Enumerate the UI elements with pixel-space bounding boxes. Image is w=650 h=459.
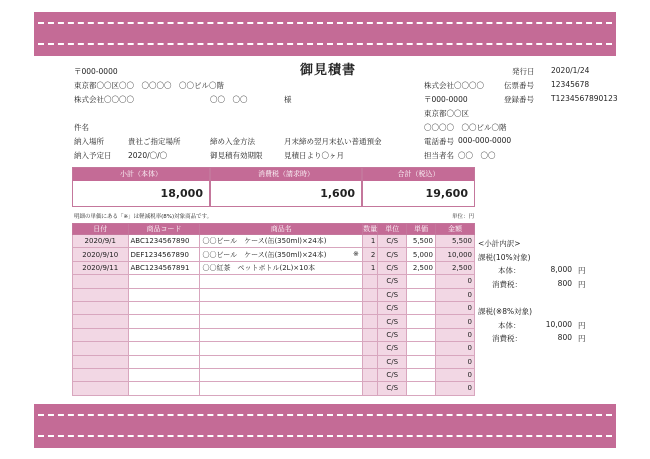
reduced-tax-mark: ※ [353,249,359,258]
cell-date [73,355,129,368]
cell-date [73,315,129,328]
cell-date: 2020/9/11 [73,261,129,274]
recipient-company: 株式会社〇〇〇〇 [74,95,134,104]
cell-code [128,301,200,314]
cell-amount: 0 [435,355,474,368]
table-row [73,382,475,395]
column-header-code: 商品コード [128,224,200,235]
column-header-qty: 数量 [363,225,378,233]
cell-date [73,328,129,341]
cell-unit: C/S [378,235,407,248]
breakdown-heading: <小計内訳> [478,239,521,248]
tax-value: 1,600 [320,187,355,200]
table-row [73,355,475,368]
cell-code: ABC1234567891 [128,261,200,274]
cell-name [200,315,362,328]
breakdown-8-tax: 800 [557,333,572,342]
issue-date: 2020/1/24 [551,66,590,75]
breakdown-8-tax-unit: 円 [578,334,586,343]
table-row [73,368,475,381]
cell-qty [362,301,377,314]
cell-date: 2020/9/1 [73,235,129,248]
cell-code [128,275,200,288]
cell-code: ABC1234567890 [128,235,200,248]
cell-name [200,368,362,381]
unit-note: 単位：円 [452,214,475,220]
column-header-amount: 金額 [435,224,474,235]
top-ribbon [34,12,616,56]
total-box [362,167,475,207]
cell-price [407,288,436,301]
cell-amount: 0 [435,368,474,381]
subtotal-value: 18,000 [160,187,203,200]
delivery-date: 2020/〇/〇 [128,151,168,160]
detail-table [72,223,475,396]
tax-label: 消費税（請求時） [211,168,361,181]
table-row [73,288,475,301]
cell-price [407,382,436,395]
cell-amount: 10,000 [435,248,474,261]
cell-date [73,382,129,395]
cell-amount: 0 [435,288,474,301]
cell-name [200,261,362,274]
staff-name: 〇〇 〇〇 [458,151,496,160]
issuer-address-2: 〇〇〇〇 〇〇ビル〇階 [424,123,507,132]
breakdown-10-tax-label: 消費税： [492,280,522,289]
issuer-address-1: 東京都〇〇区 [424,109,469,118]
cell-qty [362,355,377,368]
table-row [73,315,475,328]
cell-unit: C/S [378,275,407,288]
cell-qty [362,275,377,288]
total-value: 19,600 [425,187,468,200]
table-row [73,248,475,261]
tax-box [210,167,362,207]
payment-method-label: 締め入金方法 [210,137,255,146]
issue-date-label: 発行日 [512,67,535,76]
table-row [73,301,475,314]
cell-code [128,368,200,381]
delivery-place: 貴社ご指定場所 [128,137,181,146]
staff-label: 担当者名 [424,151,454,160]
cell-price [407,368,436,381]
cell-qty [362,368,377,381]
recipient-address: 東京都〇〇区〇〇 〇〇〇〇 〇〇ビル〇階 [74,81,224,90]
breakdown-8-base-unit: 円 [578,321,586,330]
cell-code [128,342,200,355]
column-header-unit: 単位 [378,224,407,235]
cell-price: 5,000 [407,248,436,261]
cell-qty: 1 [362,235,377,248]
subtotal-box [72,167,210,207]
reduced-tax-note: 明細の単価にある「※」は軽減税率(8%)対象商品です。 [74,214,213,220]
cell-amount: 5,500 [435,235,474,248]
issuer-company: 株式会社〇〇〇〇 [424,81,484,90]
phone-label: 電話番号 [424,137,454,146]
delivery-date-label: 納入予定日 [74,151,112,160]
breakdown-10-tax: 800 [557,279,572,288]
cell-date [73,275,129,288]
phone-number: 000-000-0000 [458,136,512,145]
cell-code [128,315,200,328]
cell-qty [362,288,377,301]
cell-price [407,275,436,288]
breakdown-8-tax-label: 消費税： [492,334,522,343]
cell-unit: C/S [378,328,407,341]
cell-unit: C/S [378,355,407,368]
cell-amount: 0 [435,301,474,314]
cell-unit: C/S [378,301,407,314]
registration-number-label: 登録番号 [504,95,534,104]
breakdown-10-base-label: 本体： [498,266,521,275]
cell-name [200,288,362,301]
issuer-postal: 〒000-0000 [424,95,468,104]
recipient-honorific: 様 [284,95,292,104]
cell-qty [362,382,377,395]
cell-qty [362,342,377,355]
cell-price [407,301,436,314]
cell-date [73,288,129,301]
slip-number: 12345678 [551,80,590,89]
cell-name [200,235,362,248]
breakdown-10-base-unit: 円 [578,266,586,275]
payment-method: 月末締め翌月末払い普通預金 [284,137,382,146]
table-row [73,261,475,274]
cell-qty [362,315,377,328]
cell-name [200,328,362,341]
cell-unit: C/S [378,368,407,381]
table-row [73,275,475,288]
cell-unit: C/S [378,248,407,261]
breakdown-8-base-label: 本体： [498,321,521,330]
cell-code: DEF1234567890 [128,248,200,261]
cell-price [407,328,436,341]
cell-amount: 0 [435,328,474,341]
table-row [73,328,475,341]
breakdown-10-tax-unit: 円 [578,280,586,289]
recipient-person: 〇〇 〇〇 [210,95,248,104]
cell-date [73,368,129,381]
cell-price: 5,500 [407,235,436,248]
cell-code [128,355,200,368]
cell-price: 2,500 [407,261,436,274]
cell-date [73,301,129,314]
table-header-row [73,224,475,235]
valid-until-label: 御見積有効期限 [210,151,263,160]
breakdown-10-base: 8,000 [550,265,572,274]
cell-price [407,342,436,355]
breakdown-group-10: 課税(10%対象) [478,253,531,262]
table-row [73,342,475,355]
cell-code [128,382,200,395]
bottom-ribbon [34,404,616,448]
cell-qty: 1 [362,261,377,274]
subject-label: 件名 [74,123,89,132]
delivery-place-label: 納入場所 [74,137,104,146]
cell-amount: 0 [435,315,474,328]
cell-code [128,328,200,341]
cell-price [407,355,436,368]
column-header-price: 単価 [407,224,436,235]
cell-date: 2020/9/10 [73,248,129,261]
column-header-name: 商品名 [200,224,362,235]
cell-qty: 2 [362,248,377,261]
cell-name [200,248,362,261]
recipient-postal: 〒000-0000 [74,67,118,76]
valid-until: 見積日より〇ヶ月 [284,151,344,160]
cell-code [128,288,200,301]
cell-unit: C/S [378,382,407,395]
cell-name [200,275,362,288]
document-title: 御見積書 [300,63,357,78]
cell-name-text: 〇〇ビール ケース(缶(350ml)×24本) [202,250,327,259]
breakdown-group-8: 課税(※8%対象) [478,307,533,316]
cell-unit: C/S [378,342,407,355]
table-row [73,235,475,248]
cell-unit: C/S [378,288,407,301]
cell-name [200,355,362,368]
cell-unit: C/S [378,315,407,328]
cell-amount: 0 [435,342,474,355]
registration-number: T1234567890123 [551,94,618,103]
column-header-date: 日付 [73,224,129,235]
total-label: 合計（税込） [363,168,474,181]
cell-name-text: 〇〇ビール ケース(缶(350ml)×24本) [202,237,327,246]
cell-name [200,382,362,395]
subtotal-label: 小計（本体） [73,168,209,181]
cell-amount: 0 [435,382,474,395]
cell-amount: 2,500 [435,261,474,274]
cell-qty [362,328,377,341]
slip-number-label: 伝票番号 [504,81,534,90]
breakdown-8-base: 10,000 [545,320,572,329]
cell-name-text: 〇〇紅茶 ペットボトル(2L)×10本 [202,263,316,272]
cell-name [200,342,362,355]
cell-name [200,301,362,314]
cell-unit: C/S [378,261,407,274]
cell-amount: 0 [435,275,474,288]
cell-price [407,315,436,328]
cell-date [73,342,129,355]
